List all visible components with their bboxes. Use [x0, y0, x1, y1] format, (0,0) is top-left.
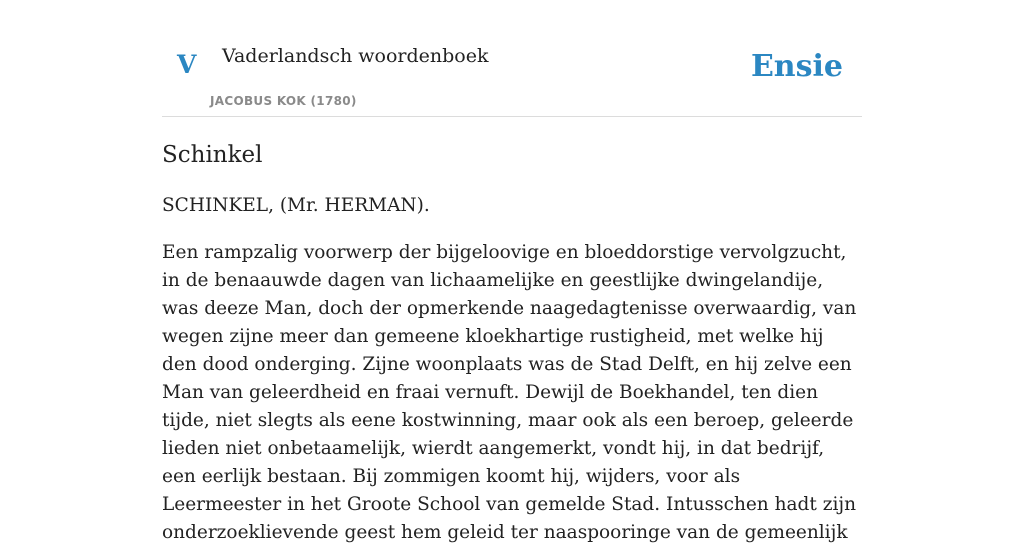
entry-body: Een rampzalig voorwerp der bijgeloovige en bloeddorstige vervolgzucht, in de benaauwde dagen van lichaamelijke en geestlijke dwingelandije, was deeze Man, doch der opmerkende naagedagtenisse overwaardig, van wegen zijne meer dan gemeene kloekhartige rustigheid, met welke hij den dood onderging. Zijne woonplaats was de Stad Delft, en hij zelve een Man van geleerdheid en fraai vernuft. Dewijl de Boekhandel, ten dien tijde, niet slegts als eene kostwinning, maar ook als een beroep, geleerde lieden niet onbetaamelijk, wierdt aangemerkt, vondt hij, in dat bedrijf, een eerlijk bestaan. Bij zommigen koomt hij, wijders, voor als Leermeester in het Groote School van gemelde Stad. Intusschen hadt zijn onderzoeklievende geest hem geleid ter naaspooringe van de gemeenlijk [162, 242, 857, 543]
entry-content [162, 140, 862, 547]
book-author: JACOBUS KOK (1780) [210, 94, 357, 108]
entry-subhead: SCHINKEL, (Mr. HERMAN). [162, 195, 430, 216]
book-letter-link[interactable]: V [177, 50, 197, 79]
entry-title: Schinkel [162, 142, 263, 168]
book-title-link[interactable]: Vaderlandsch woordenboek [222, 45, 489, 67]
page-header [162, 0, 862, 117]
ensie-logo-link[interactable]: Ensie [750, 49, 843, 84]
